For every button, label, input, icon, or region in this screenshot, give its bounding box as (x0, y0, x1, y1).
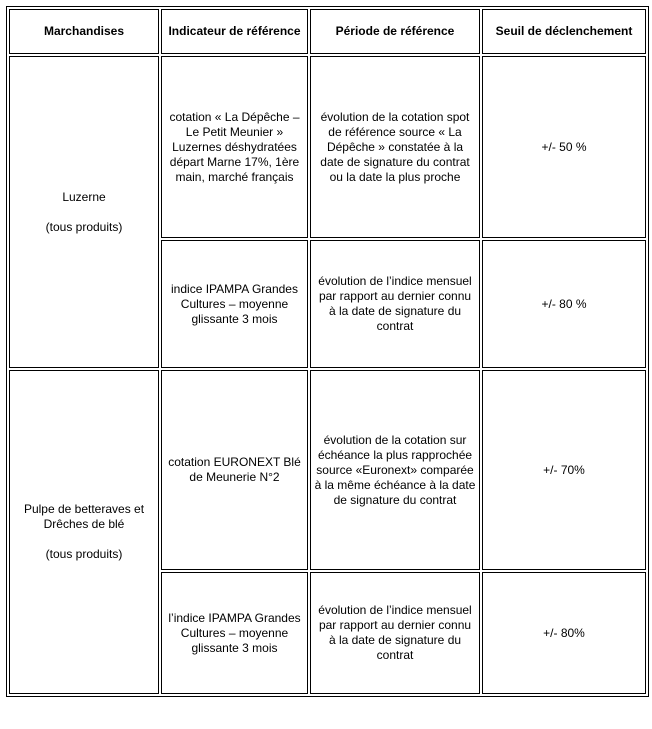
period-cell: évolution de la cotation spot de référence source « La Dépêche » constatée à la date de signature du contrat ou la date la plus proche (310, 56, 480, 238)
reference-table (6, 6, 649, 697)
table-row (9, 370, 646, 570)
merchandise-cell (9, 56, 159, 368)
header-periode: Période de référence (310, 9, 480, 54)
threshold-cell: +/- 80% (482, 572, 646, 694)
indicator-cell: cotation EURONEXT Blé de Meunerie N°2 (161, 370, 308, 570)
merchandise-name: Luzerne (62, 189, 106, 204)
period-cell: évolution de l’indice mensuel par rapport au dernier connu à la date de signature du contrat (310, 572, 480, 694)
header-marchandises: Marchandises (9, 9, 159, 54)
merchandise-sub: (tous produits) (45, 547, 123, 561)
header-indicateur: Indicateur de référence (161, 9, 308, 54)
header-row (9, 9, 646, 54)
threshold-cell: +/- 70% (482, 370, 646, 570)
header-seuil: Seuil de déclenchement (482, 9, 646, 54)
merchandise-cell (9, 370, 159, 694)
merchandise-sub: (tous produits) (45, 219, 123, 234)
merchandise-name: Pulpe de betteraves et Drêches de blé (23, 502, 145, 531)
period-cell: évolution de l’indice mensuel par rapport au dernier connu à la date de signature du contrat (310, 240, 480, 368)
table-row (9, 56, 646, 238)
threshold-cell: +/- 80 % (482, 240, 646, 368)
indicator-cell: indice IPAMPA Grandes Cultures – moyenne glissante 3 mois (161, 240, 308, 368)
indicator-cell: l’indice IPAMPA Grandes Cultures – moyenne glissante 3 mois (161, 572, 308, 694)
threshold-cell: +/- 50 % (482, 56, 646, 238)
period-cell: évolution de la cotation sur échéance la plus rapprochée source «Euronext» comparée à la même échéance à la date de signature du contrat (310, 370, 480, 570)
indicator-cell: cotation « La Dépêche – Le Petit Meunier » Luzernes déshydratées départ Marne 17%, 1ère main, marché français (161, 56, 308, 238)
